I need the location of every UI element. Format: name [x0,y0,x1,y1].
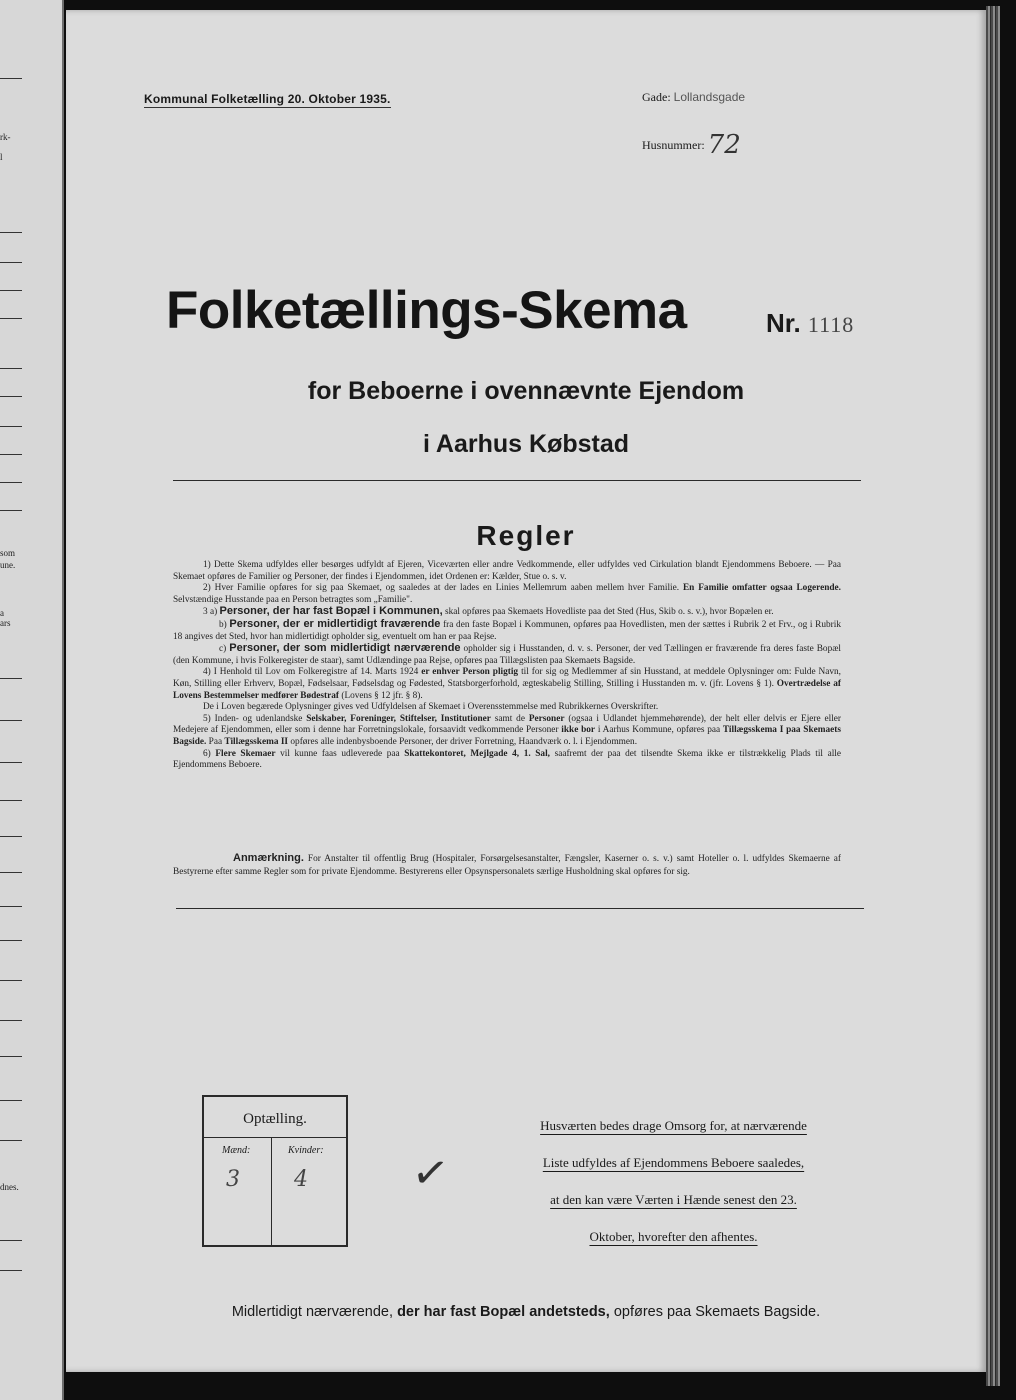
remark-lead: Anmærkning. [233,852,304,864]
count-box-title: Optælling. [243,1111,307,1127]
landlord-notice [506,1107,841,1255]
count-box-rule [204,1137,346,1138]
margin-rule [0,426,22,427]
footer-text-a: Midlertidigt nærværende, [231,1304,394,1320]
margin-rule [0,872,22,873]
house-number-value: 72 [707,130,741,160]
margin-rule [0,1020,22,1021]
rule-3a-num: 3 a) [203,607,218,618]
rule-2-bold: En Familie omfatter ogsaa Logerende. [682,583,841,594]
rule-3b [173,619,841,643]
rule-5-bold-a: Selskaber, Foreninger, Stiftelser, Institutioner [306,713,491,724]
rule-4-bold-a: er enhver Person pligtig [421,667,519,678]
rule-3a-bold: Personer, der har fast Bopæl i Kommunen, [219,605,443,618]
margin-rule [0,454,22,455]
women-label: Kvinder: [288,1145,324,1156]
margin-rule [0,232,22,233]
margin-rule [0,1100,22,1101]
rule-4-text-b: til for sig og Medlemmer af sin Husstand, at meddele Oplysninger om: Fulde Navn, Køn, Stilling eller Erhverv, Bopæl, Fødselsaar, Fødselsdag og Fødested, Statsborgerforhold, ægteskabelig Stilling, Stilling i Husstanden m. v. (jfr. Lovens § 1). [173,667,841,689]
margin-rule [0,396,22,397]
notice-line: Husværten bedes drage Omsorg for, at nærværende [540,1118,807,1133]
street-label: Gade: [642,90,671,104]
footer-text-b: opføres paa Skemaets Bagside. [613,1304,821,1320]
left-adjacent-page [0,0,64,1400]
rule-5-text-d: i Aarhus Kommune, opføres paa [597,725,721,736]
form-title: Folketællings-Skema [166,281,687,340]
margin-fragment: a [0,608,4,618]
margin-rule [0,78,22,79]
form-number-label: Nr. [766,308,801,338]
rule-5-text-c: (ogsaa i Udlandet hjemmehørende), der helt eller delvis er Ejere eller Medejere af Ejendommen, eller som i denne har Forretningslokale, forsaavidt vedkommende Personer [173,713,841,736]
divider-top [173,480,861,481]
remark-paragraph [173,852,841,879]
margin-rule [0,720,22,721]
rule-2-text-end: Selvstændige Husstande paa en Person betragtes som „Familie". [173,594,413,605]
notice-line: Liste udfyldes af Ejendommens Beboere saaledes, [542,1155,805,1170]
rule-4-text-c: (Lovens § 12 jfr. § 8). [341,690,423,701]
house-number-field [642,130,741,160]
rule-4-text-a: 4) I Henhold til Lov om Folkeregistre af 14. Marts 1924 [203,667,419,678]
rule-3b-bold: Personer, der er midlertidigt fraværende [229,617,441,630]
rule-6-text-a: vil kunne faas udleverede paa [280,748,400,759]
page-stack-edge [986,6,1000,1386]
rule-1 [173,560,841,583]
margin-rule [0,510,22,511]
margin-rule [0,762,22,763]
street-value: Lollandsgade [673,90,746,104]
rule-6-text-b: saafremt der paa det tilsendte Skema ikke er tilstrækkelig Plads til alle Ejendommens Beboere. [173,748,842,771]
margin-rule [0,482,22,483]
rule-6-bold-b: Skattekontoret, Mejlgade 4, 1. Sal, [404,748,550,759]
margin-rule [0,1056,22,1057]
rule-2 [173,583,841,606]
remark-section [173,852,841,879]
margin-rule [0,262,22,263]
rule-3a-text: skal opføres paa Skemaets Hovedliste paa det Sted (Hus, Skib o. s. v.), hvor Bopælen er. [444,607,774,618]
margin-fragment: l [0,152,3,162]
rule-3b-text: fra den faste Bopæl i Kommunen, opføres paa Hovedlisten, men der sættes i Rubrik 2 et Frv., og i Rubrik 18 angives det Sted, hvor han midlertidigt opholder sig, eventuelt om han er paa Rejse. [173,619,841,642]
margin-rule [0,906,22,907]
rule-5-text-e: Paa [208,736,223,747]
margin-rule [0,1140,22,1141]
rule-6-num: 6) [203,748,211,759]
count-box-divider [271,1137,272,1245]
rule-5-text-b: samt de [494,713,525,724]
remark-text: For Anstalter til offentlig Brug (Hospitaler, Forsørgelsesanstalter, Fængsler, Kaserner o. s. v.) samt Hoteller o. l. udfyldes Skemaerne af Bestyrerne efter samme Regler som for private Ejendomme. Bestyrerens eller Opsynspersonalets særlige Husholdning skal opføres for sig. [173,854,841,877]
rule-5 [173,714,841,749]
rule-5-text-f: opføres alle indenbysboende Personer, der driver Forretning, Haandværk o. l. i Ejendommen. [290,736,638,747]
footer-note [66,1304,986,1320]
rule-3c-num: c) [219,644,227,655]
rule-4 [173,667,841,702]
subtitle-town: i Aarhus Købstad [422,430,630,458]
rule-4-note [173,702,841,714]
house-number-label: Husnummer: [642,138,705,152]
census-form-page [66,10,986,1372]
rule-5-bold-e: Tillægsskema II [224,736,289,747]
men-label: Mænd: [222,1145,251,1156]
margin-rule [0,980,22,981]
men-count: 3 [226,1167,240,1192]
rule-6 [173,749,841,772]
rule-1-text: 1) Dette Skema udfyldes eller besørges udfyldt af Ejeren, Viceværten eller andre Vedkommende, eller udfyldes ved Cirkulation blandt Ejendommens Beboere. — Paa Skemaet opføres de Familier og Personer, der findes i Ejendommen, idet Ordenen er: Kælder, Stue o. s. v. [173,560,841,582]
footer-bold: der har fast Bopæl andetsteds, [397,1304,610,1320]
rule-5-bold-b: Personer [528,713,565,724]
rules-heading: Regler [476,520,576,551]
form-number [766,308,854,339]
women-count: 4 [294,1167,308,1192]
rule-3c-bold: Personer, der som midlertidigt nærværende [229,642,461,655]
rule-3b-num: b) [219,619,227,630]
margin-rule [0,800,22,801]
margin-rule [0,368,22,369]
margin-rule [0,940,22,941]
rule-3c [173,643,841,667]
margin-rule [0,290,22,291]
street-field [642,90,745,105]
subtitle-residents: for Beboerne i ovennævnte Ejendom [307,377,745,405]
rule-6-bold-a: Flere Skemaer [215,748,276,759]
rule-4-note-text: De i Loven begærede Oplysninger gives ved Udfyldelsen af Skemaet i Overensstemmelse med Rubrikkernes Overskrifter. [203,702,659,713]
margin-fragment: rk- [0,132,11,142]
rule-2-text: 2) Hver Familie opføres for sig paa Skemaet, og saaledes at der lades en Linies Mellemrum aaben mellem hver Familie. [203,583,680,594]
notice-line: Oktober, hvorefter den afhentes. [589,1229,758,1244]
rule-3c-text: opholder sig i Husstanden, d. v. s. Personer, der ved Tællingen er fraværende fra deres faste Bopæl (den Kommune, i hvis Folkeregister de staar), samt Udlændinge paa Rejse, opføres paa Tillægslisten paa Skemaets Bagside. [173,644,841,666]
margin-fragment: dnes. [0,1182,19,1192]
rules-body [173,560,841,772]
margin-fragment: som [0,548,16,558]
rule-5-bold-d: Tillægsskema I paa Skemaets Bagside. [173,725,842,747]
divider-bottom [176,908,864,909]
margin-rule [0,836,22,837]
form-number-value: 1118 [807,312,855,337]
margin-fragment: une. [0,560,16,570]
rule-5-bold-c: ikke bor [561,725,596,736]
notice-line: at den kan være Værten i Hænde senest den 23. [550,1192,797,1207]
rule-5-text-a: 5) Inden- og udenlandske [203,713,303,724]
count-box [202,1095,348,1247]
margin-rule [0,1270,22,1271]
margin-fragment: ars [0,618,11,628]
margin-rule [0,1240,22,1241]
margin-rule [0,678,22,679]
checkmark-icon: ✓ [408,1145,453,1202]
census-header: Kommunal Folketælling 20. Oktober 1935. [144,92,391,106]
rule-4-bold-b: Overtrædelse af Lovens Bestemmelser medfører Bødestraf [173,678,841,701]
margin-rule [0,318,22,319]
